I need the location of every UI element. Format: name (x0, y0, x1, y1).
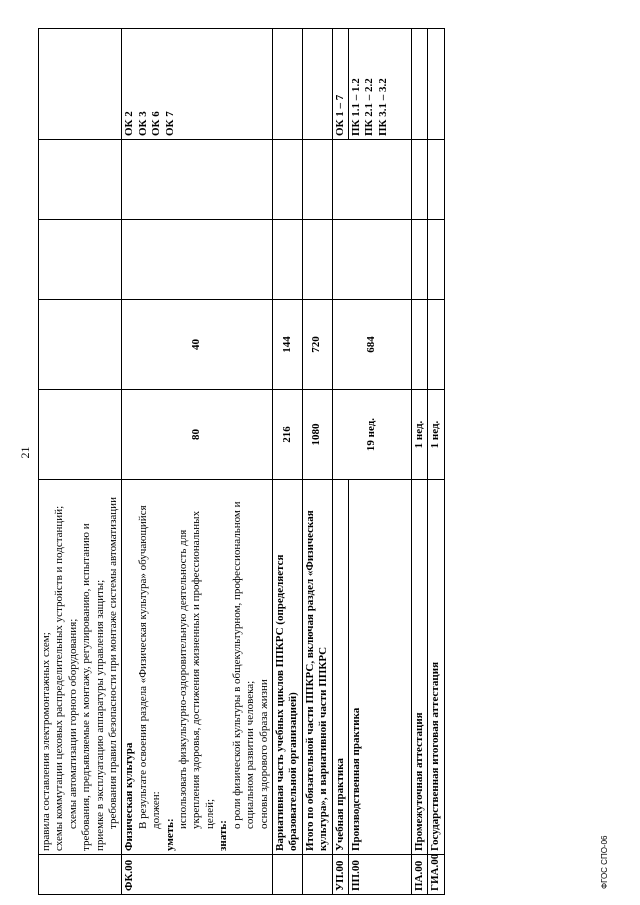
max-hours: 1080 (302, 390, 332, 480)
row-index: ПА.00 (411, 855, 427, 895)
competency: ОК 2 (123, 111, 136, 136)
row-text: Вариативная часть учебных циклов ППКРС (определяется образовательной организацией) (272, 480, 302, 855)
description-cell (122, 480, 272, 855)
row-text: Итого по обязательной части ППКРС, включая раздел «Физическая культура», и вариативной части ППКРС (302, 480, 332, 855)
text-line: требования, предъявляемые к монтажу, регулированию, испытанию и приемке в эксплуатацию аппаратуры управления защиты; (80, 523, 106, 851)
obligatory-hours: 144 (272, 300, 302, 390)
row-title: Физическая культура (123, 742, 136, 851)
table-row-continuation (39, 29, 122, 895)
text-line: схемы автоматизации горного оборудования; (66, 618, 79, 829)
row-text: Учебная практика (332, 480, 348, 855)
practice-hours: 684 (332, 300, 411, 390)
text-line: уметь: (163, 818, 176, 851)
row-index: ГИА.00 (428, 855, 444, 895)
competency: ОК 7 (163, 111, 176, 136)
competency: ОК 6 (150, 111, 163, 136)
row-index: УП.00 (332, 855, 348, 895)
text-line: В результате освоения раздела «Физическая культура» обучающийся должен: (136, 505, 163, 829)
text-line: правила составления электромонтажных схем; (40, 632, 52, 851)
obligatory-hours: 40 (122, 300, 272, 390)
row-text: Промежуточная аттестация (411, 480, 427, 855)
competency: ПК 1.1 – 1.2 (349, 78, 362, 136)
max-hours: 216 (272, 390, 302, 480)
table-row-gia (428, 29, 444, 895)
row-text: Производственная практика (348, 480, 411, 855)
practice-weeks: 19 нед. (332, 390, 411, 480)
max-hours: 80 (122, 390, 272, 480)
table-row-fk (122, 29, 272, 895)
text-line: схемы коммутации цеховых распределительных устройств и подстанций; (53, 505, 66, 851)
page-number: 21 (18, 446, 32, 459)
obligatory-hours: 720 (302, 300, 332, 390)
competencies-cell (332, 29, 348, 140)
footer-code: ФГОС СПО-06 (600, 835, 609, 889)
text-line: о роли физической культуры в общекультурном, профессиональном и социальном развитии человека; (230, 501, 257, 829)
competency: ОК 3 (136, 111, 149, 136)
table-row-pa (411, 29, 427, 895)
curriculum-table (38, 28, 445, 895)
text-line: основы здорового образа жизни (257, 679, 270, 829)
competency: ПК 2.1 – 2.2 (363, 78, 376, 136)
row-index: ФК.00 (122, 855, 272, 895)
text-line: использовать физкультурно-оздоровительную деятельность для укрепления здоровья, достижения жизненных и профессиональных целей; (177, 510, 216, 829)
description-cell (39, 480, 122, 855)
competencies-cell (348, 29, 411, 140)
competencies-cell (122, 29, 272, 140)
table-row-variative (272, 29, 302, 895)
row-text: Государственная итоговая аттестация (428, 480, 444, 855)
competency: ПК 3.1 – 3.2 (376, 78, 389, 136)
table-row-total (302, 29, 332, 895)
text-line: знать: (217, 820, 230, 851)
attestation-weeks: 1 нед. (411, 390, 427, 480)
competency: ОК 1 – 7 (333, 94, 346, 136)
row-index: ПП.00 (348, 855, 411, 895)
table-row-up (332, 29, 348, 895)
index-cell (39, 855, 122, 895)
text-line: требования правил безопасности при монтаже системы автоматизации (107, 497, 120, 829)
attestation-weeks: 1 нед. (428, 390, 444, 480)
